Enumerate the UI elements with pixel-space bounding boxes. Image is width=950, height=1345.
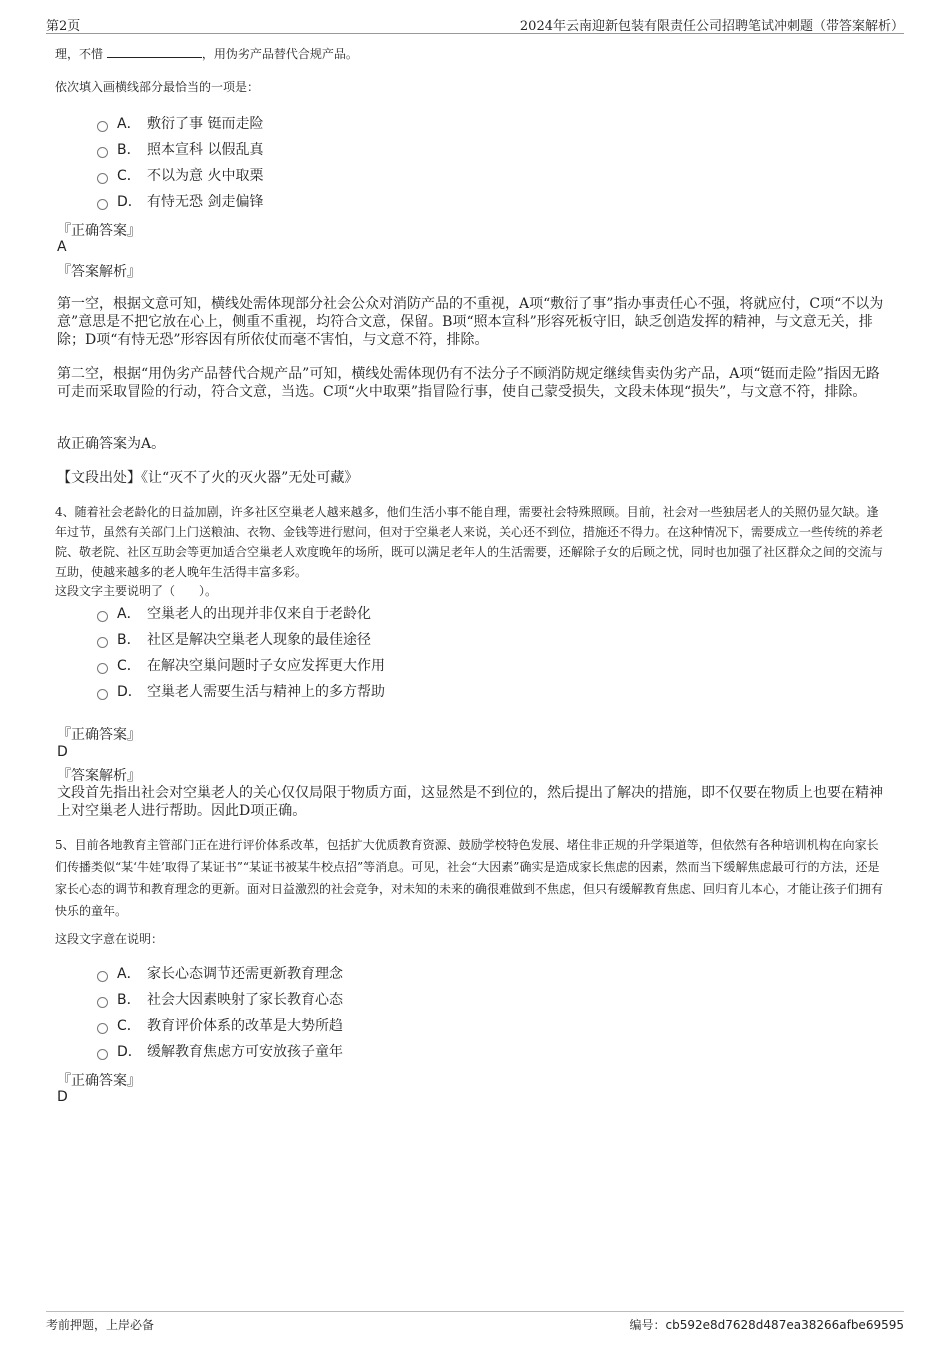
radio-icon[interactable] [97, 173, 108, 184]
document-code: 编号：cb592e8d7628d487ea38266afbe69595 [629, 1318, 904, 1332]
radio-icon[interactable] [97, 971, 108, 982]
q3-analysis-1: 第一空，根据文意可知，横线处需体现部分社会公众对消防产品的不重视，A项“敷衍了事”指办事责任心不强，将就应付，C项“不以为意”意思是不把它放在心上，侧重不重视，均符合文意，保留。B项“照本宣科”形容死板守旧，缺乏创造发挥的精神，与文意无关，排除；D项“有恃无恐”形容因有所依仗而毫不害怕，与文意不符，排除。 [57, 296, 884, 348]
q5-answer-label: 『正确答案』 [57, 1073, 141, 1089]
q4-option-c[interactable]: C． 在解决空巢问题时子女应发挥更大作用 [97, 652, 385, 678]
q3-analysis-label: 『答案解析』 [57, 264, 141, 280]
q5-option-a[interactable]: A． 家长心态调节还需更新教育理念 [97, 960, 343, 986]
q4-stem: 4、随着社会老龄化的日益加剧，许多社区空巢老人越来越多，他们生活小事不能自理，需要社会特殊照顾。目前，社会对一些独居老人的关照仍显欠缺。逢年过节，虽然有关部门上门送粮油、衣物、金钱等进行慰问，但对于空巢老人来说，关心还不到位，措施还不得力。在这种情况下，需要成立一些传统的养老院、敬老院、社区互助会等更加适合空巢老人欢度晚年的场所，既可以满足老年人的生活需要，还解除子女的后顾之忧，同时也加强了社区群众之间的交流与互助，使越来越多的老人晚年生活得丰富多彩。 [55, 505, 884, 579]
q3-options [97, 110, 263, 214]
q5-options [97, 960, 343, 1064]
q5-prompt: 这段文字意在说明： [55, 932, 164, 946]
page-header [46, 13, 904, 34]
radio-icon[interactable] [97, 997, 108, 1008]
q4-option-a[interactable]: A． 空巢老人的出现并非仅来自于老龄化 [97, 600, 385, 626]
q4-answer-label: 『正确答案』 [57, 727, 141, 743]
q3-prompt: 依次填入画横线部分最恰当的一项是： [55, 80, 260, 94]
answer-blank [107, 45, 202, 58]
q4-prompt: 这段文字主要说明了（ ）。 [55, 584, 218, 598]
radio-icon[interactable] [97, 199, 108, 210]
radio-icon[interactable] [97, 637, 108, 648]
radio-icon[interactable] [97, 1023, 108, 1034]
q3-option-c[interactable]: C． 不以为意 火中取栗 [97, 162, 263, 188]
page-number: 第2页 [46, 19, 81, 34]
radio-icon[interactable] [97, 1049, 108, 1060]
footer-slogan: 考前押题，上岸必备 [46, 1318, 155, 1332]
q3-answer-label: 『正确答案』 [57, 223, 141, 239]
q4-option-d[interactable]: D． 空巢老人需要生活与精神上的多方帮助 [97, 678, 385, 704]
radio-icon[interactable] [97, 121, 108, 132]
q3-conclusion: 故正确答案为A。 [57, 436, 166, 452]
q4-analysis: 文段首先指出社会对空巢老人的关心仅仅局限于物质方面，这显然是不到位的，然后提出了解决的措施，即不仅要在物质上也要在精神上对空巢老人进行帮助。因此D项正确。 [57, 785, 883, 819]
q4-option-b[interactable]: B． 社区是解决空巢老人现象的最佳途径 [97, 626, 385, 652]
page-footer [46, 1311, 904, 1336]
q5-stem: 5、目前各地教育主管部门正在进行评价体系改革，包括扩大优质教育资源、鼓励学校特色发展、堵住非正规的升学渠道等，但依然有各种培训机构在向家长们传播类似“某‘牛娃’取得了某证书”“某证书被某牛校点招”等消息。可见，社会“大因素”确实是造成家长焦虑的因素，然而当下缓解焦虑最可行的方法，还是家长心态的调节和教育理念的更新。面对日益激烈的社会竞争，对未知的未来的确很难做到不焦虑，但只有缓解教育焦虑、回归育儿本心，才能让孩子们拥有快乐的童年。 [55, 838, 884, 918]
q4-options [97, 600, 385, 704]
q4-analysis-label: 『答案解析』 [57, 768, 141, 784]
q3-answer: A [57, 239, 67, 255]
radio-icon[interactable] [97, 147, 108, 158]
q4-answer: D [57, 744, 68, 760]
q5-option-b[interactable]: B． 社会大因素映射了家长教育心态 [97, 986, 343, 1012]
q3-option-d[interactable]: D． 有恃无恐 剑走偏锋 [97, 188, 263, 214]
q3-stem-tail: 理，不惜 ，用伪劣产品替代合规产品。 [55, 47, 358, 61]
q3-option-b[interactable]: B． 照本宣科 以假乱真 [97, 136, 263, 162]
document-title: 2024年云南迎新包装有限责任公司招聘笔试冲刺题（带答案解析） [519, 19, 904, 34]
q5-option-d[interactable]: D． 缓解教育焦虑方可安放孩子童年 [97, 1038, 343, 1064]
q3-analysis-2: 第二空，根据“用伪劣产品替代合规产品”可知，横线处需体现仍有不法分子不顾消防规定继续售卖伪劣产品，A项“铤而走险”指因无路可走而采取冒险的行动，符合文意，当选。C项“火中取栗”指冒险行事，使自己蒙受损失，文段未体现“损失”，与文意不符，排除。 [57, 366, 880, 400]
q3-source: 【文段出处】《让“灭不了火的灭火器”无处可藏》 [57, 470, 359, 486]
radio-icon[interactable] [97, 611, 108, 622]
q3-option-a[interactable]: A． 敷衍了事 铤而走险 [97, 110, 263, 136]
q5-answer: D [57, 1089, 68, 1105]
q5-option-c[interactable]: C． 教育评价体系的改革是大势所趋 [97, 1012, 343, 1038]
radio-icon[interactable] [97, 663, 108, 674]
radio-icon[interactable] [97, 689, 108, 700]
